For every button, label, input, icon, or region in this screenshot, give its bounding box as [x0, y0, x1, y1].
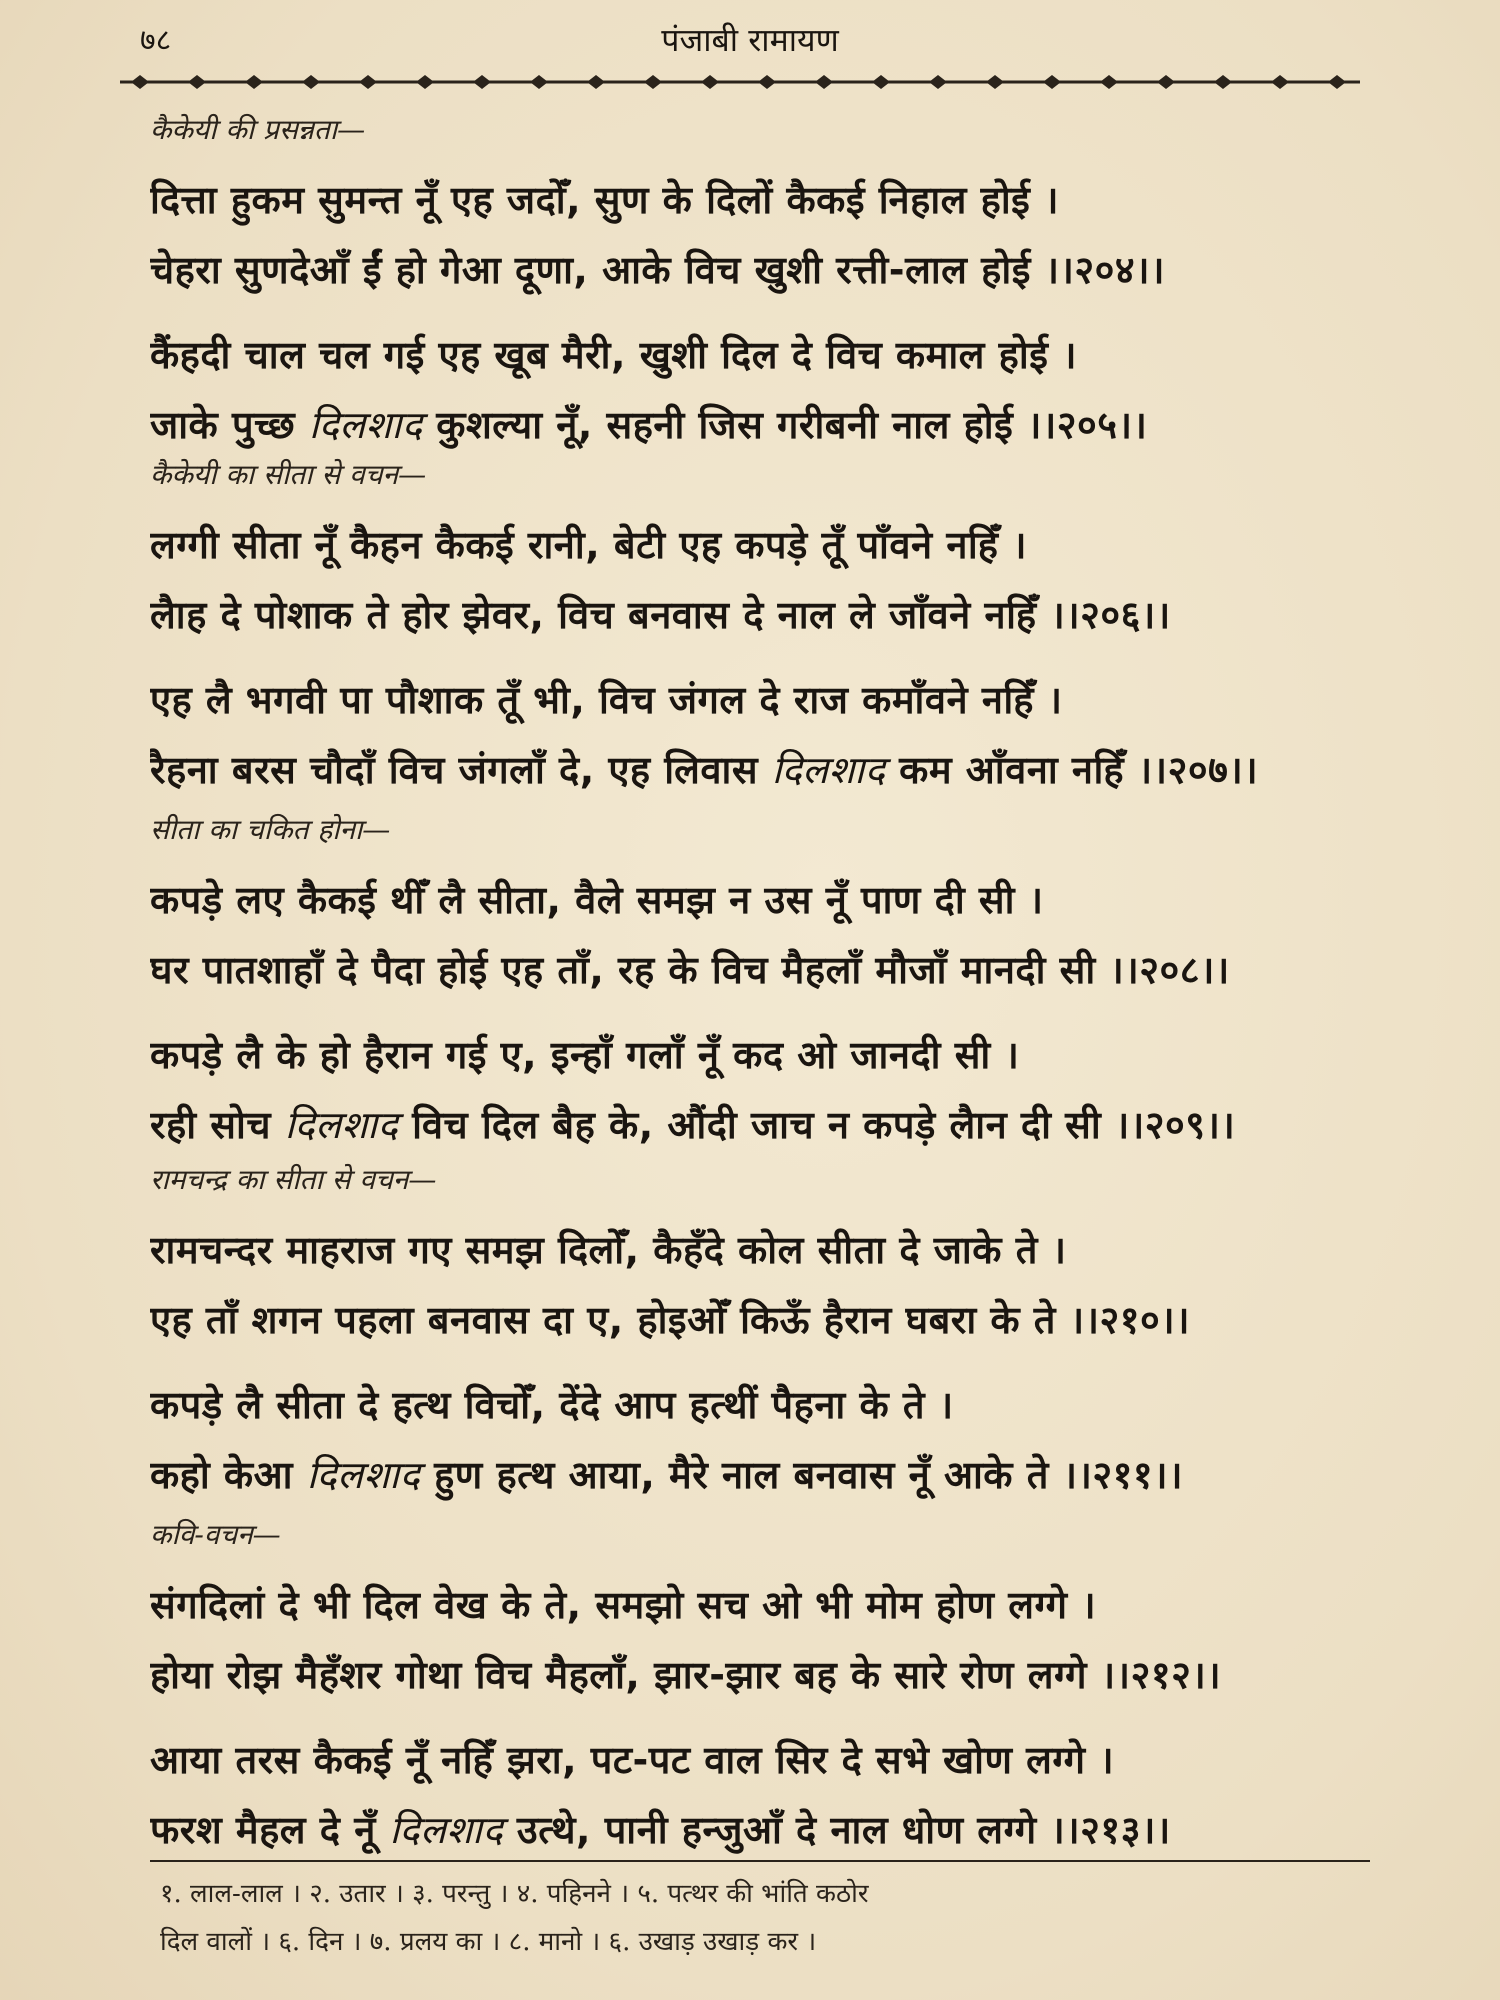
footnote-rule — [150, 1860, 1370, 1862]
ornamental-divider — [120, 70, 1360, 94]
verse-text: आया तरस कैकई नूँ नहिँ झरा, पट-पट वाल सिर दे सभे खोण लग्गे । — [150, 1738, 1115, 1782]
ornament-diamond — [872, 75, 890, 89]
verse-text: एह लै भगवी पा पौशाक तूँ भी, विच जंगल दे राज कमाँवने नहिँ । — [150, 678, 1063, 722]
ornament-diamond — [1157, 75, 1175, 89]
verse-text: रही सोच — [150, 1103, 285, 1147]
poet-name: दिलशाद — [306, 1453, 421, 1497]
ornament-diamond — [1328, 75, 1346, 89]
verse-text: चेहरा सुणदेआँ ईं हो गेआ दूणा, आके विच खुशी रत्ती-लाल होई ।।२०४।। — [150, 248, 1165, 292]
verse-text: दित्ता हुकम सुमन्त नूँ एह जदोँ, सुण के दिलों कैकई निहाल होई । — [150, 178, 1059, 222]
verse-line — [150, 585, 1360, 645]
verse-text-tail: हुण हत्थ आया, मैरे नाल बनवास नूँ आके ते ।।२११।। — [420, 1453, 1183, 1497]
footnotes — [160, 1870, 1370, 1966]
section-heading: कैकेयी का सीता से वचन— — [150, 458, 427, 491]
ornament-diamond — [1214, 75, 1232, 89]
verse-line — [150, 1375, 1360, 1435]
verse-line — [150, 395, 1360, 455]
verse-text: घर पातशाहाँ दे पैदा होई एह ताँ, रह के विच मैहलाँ मौजाँ मानदी सी ।।२०८।। — [150, 948, 1230, 992]
ornament-diamond — [644, 75, 662, 89]
verse-line — [150, 1575, 1360, 1635]
verse-line — [150, 870, 1360, 930]
verse-line — [150, 325, 1360, 385]
verse-text-tail: विच दिल बैह के, औंदी जाच न कपड़े लैान दी सी ।।२०९।। — [398, 1103, 1236, 1147]
ornament-diamond — [530, 75, 548, 89]
ornament-diamond — [986, 75, 1004, 89]
running-title: पंजाबी रामायण — [661, 21, 839, 59]
verse-line — [150, 1220, 1360, 1280]
verse-text: कहो केआ — [150, 1453, 307, 1497]
verse-text: होया रोझ मैहँशर गोथा विच मैहलाँ, झार-झार बह के सारे रोण लग्गे ।।२१२।। — [150, 1653, 1222, 1697]
ornament-diamond — [473, 75, 491, 89]
verse-line — [150, 1025, 1360, 1085]
ornament-diamond — [587, 75, 605, 89]
verse-text: लग्गी सीता नूँ कैहन कैकई रानी, बेटी एह कपड़े तूँ पाँवने नहिँ । — [150, 523, 1028, 567]
section-heading: सीता का चकित होना— — [150, 813, 391, 846]
ornament-diamond — [701, 75, 719, 89]
verse-line — [150, 170, 1360, 230]
verse-text: रैहना बरस चौदाँ विच जंगलाँ दे, एह लिवास — [150, 748, 772, 792]
section-heading: कैकेयी की प्रसन्नता— — [150, 113, 366, 146]
poet-name: दिलशाद — [308, 403, 423, 447]
poet-name: दिलशाद — [284, 1103, 399, 1147]
poet-name: दिलशाद — [389, 1808, 504, 1852]
poet-name: दिलशाद — [771, 748, 886, 792]
footnote-line: १. लाल-लाल । २. उतार । ३. परन्तु । ४. पहिनने । ५. पत्थर की भांति कठोर — [160, 1879, 869, 1909]
ornament-diamond — [1100, 75, 1118, 89]
verse-text: जाके पुच्छ — [150, 403, 309, 447]
ornament-diamond — [245, 75, 263, 89]
verse-text: रामचन्दर माहराज गए समझ दिलोँ, कैहँदे कोल सीता दे जाके ते । — [150, 1228, 1067, 1272]
verse-text-tail: कम आँवना नहिँ ।।२०७।। — [885, 748, 1259, 792]
ornament-diamond — [359, 75, 377, 89]
verse-line — [150, 740, 1360, 800]
verse-text-tail: कुशल्या नूँ, सहनी जिस गरीबनी नाल होई ।।२०५।। — [422, 403, 1148, 447]
verse-text: कपड़े लै सीता दे हत्थ विचोँ, देंदे आप हत्थीं पैहना के ते । — [150, 1383, 954, 1427]
page-header — [140, 14, 1360, 64]
ornament-diamond — [1043, 75, 1061, 89]
verse-text: लैाह दे पोशाक ते होर झेवर, विच बनवास दे नाल ले जाँवने नहिँ ।।२०६।। — [150, 593, 1171, 637]
ornament-diamond — [758, 75, 776, 89]
ornament-diamond — [416, 75, 434, 89]
verse-text: एह ताँ शगन पहला बनवास दा ए, होइओँ किऊँ हैरान घबरा के ते ।।२१०।। — [150, 1298, 1191, 1342]
verse-line — [150, 240, 1360, 300]
verse-line — [150, 1730, 1360, 1790]
ornament-diamond — [1271, 75, 1289, 89]
ornament-diamond — [188, 75, 206, 89]
verse-text: फरश मैहल दे नूँ — [150, 1808, 390, 1852]
ornament-diamond — [131, 75, 149, 89]
ornament-diamond — [302, 75, 320, 89]
section-heading: रामचन्द्र का सीता से वचन— — [150, 1163, 437, 1196]
verse-text: कपड़े लै के हो हैरान गई ए, इन्हाँ गलाँ नूँ कद ओ जानदी सी । — [150, 1033, 1020, 1077]
page-number: ७८ — [140, 23, 172, 58]
verse-line — [150, 515, 1360, 575]
verse-text-tail: उत्थे, पानी हन्जुआँ दे नाल धोण लग्गे ।।२१३।। — [503, 1808, 1171, 1852]
ornament-diamond — [815, 75, 833, 89]
verse-line — [150, 940, 1360, 1000]
verse-line — [150, 670, 1360, 730]
verse-text: संगदिलां दे भी दिल वेख के ते, समझो सच ओ भी मोम होण लग्गे । — [150, 1583, 1097, 1627]
ornament-diamond — [929, 75, 947, 89]
verse-line — [150, 1645, 1360, 1705]
section-heading: कवि-वचन— — [150, 1518, 281, 1551]
verse-text: कैंहदी चाल चल गई एह खूब मैरी, खुशी दिल दे विच कमाल होई । — [150, 333, 1077, 377]
verse-line — [150, 1445, 1360, 1505]
footnote-line: दिल वालों । ६. दिन । ७. प्रलय का । ८. मानो । ६. उखाड़ उखाड़ कर । — [160, 1927, 817, 1957]
verse-line — [150, 1800, 1360, 1860]
verse-line — [150, 1290, 1360, 1350]
verse-text: कपड़े लए कैकई थीँ लै सीता, वैले समझ न उस नूँ पाण दी सी । — [150, 878, 1044, 922]
verse-line — [150, 1095, 1360, 1155]
